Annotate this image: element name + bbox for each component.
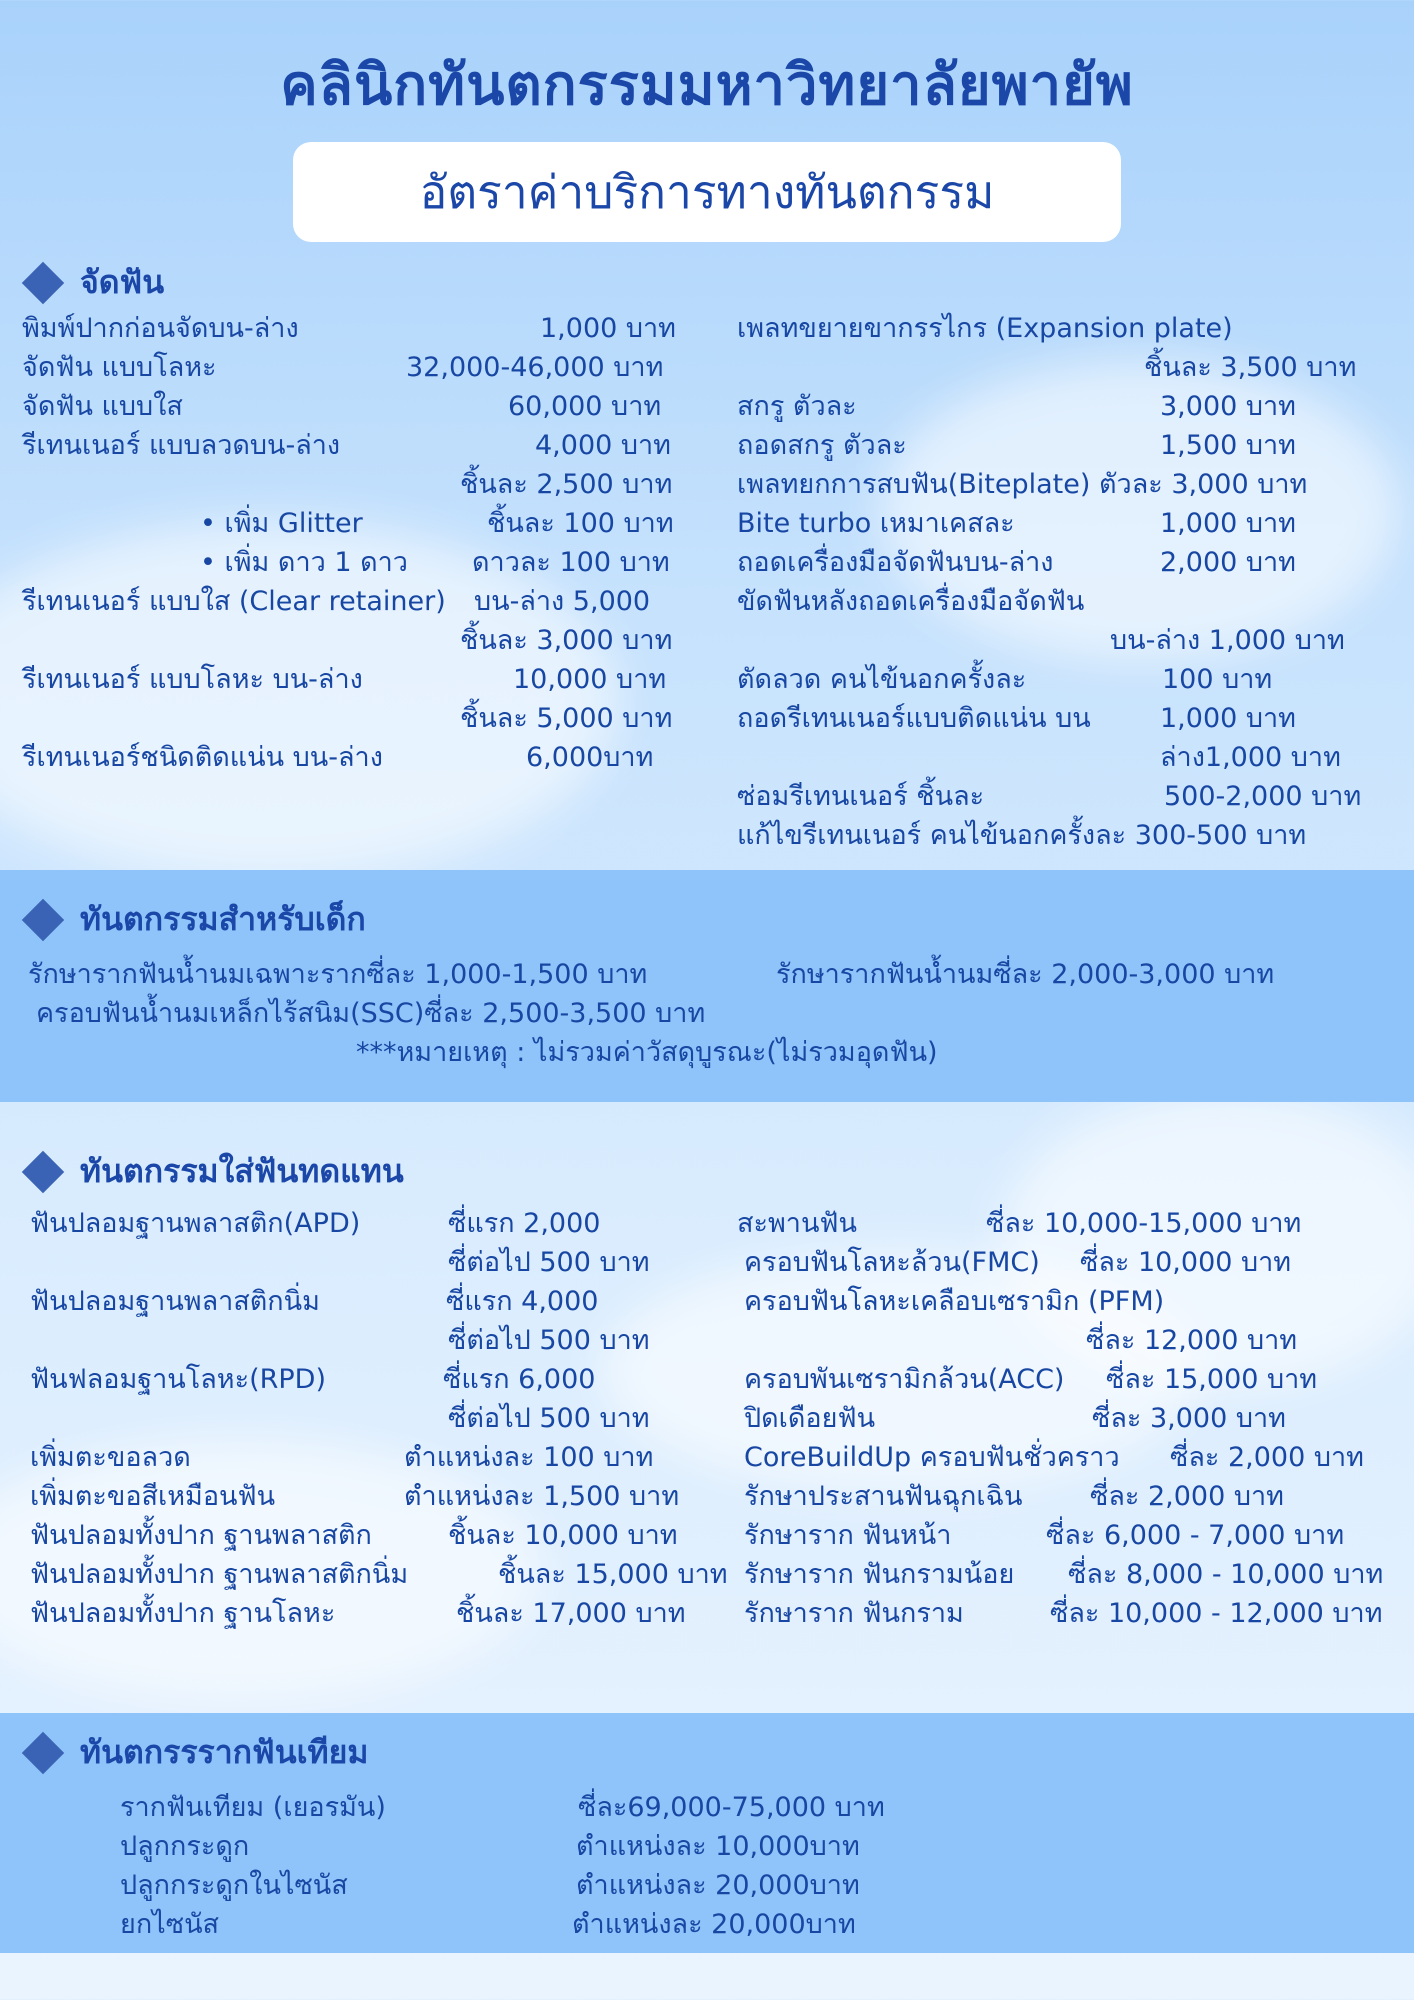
price-value: ตำแหน่งละ 1,500 บาท bbox=[404, 1481, 680, 1512]
pediatric-heading bbox=[22, 894, 366, 945]
price-value: ซี่ละ 10,000 - 12,000 บาท bbox=[1050, 1598, 1383, 1629]
price-value: บน-ล่าง 5,000 bbox=[474, 586, 651, 617]
price-label: รีเทนเนอร์ แบบใส (Clear retainer) bbox=[22, 586, 446, 617]
price-value: ชิ้นละ 17,000 บาท bbox=[456, 1598, 686, 1629]
pediatric-heading-text: ทันตกรรมสำหรับเด็ก bbox=[80, 900, 366, 938]
price-value: 2,000 บาท bbox=[1160, 547, 1296, 578]
price-value: 3,000 บาท bbox=[1160, 391, 1296, 422]
price-label: แก้ไขรีเทนเนอร์ คนไข้นอกครั้งละ 300-500 บาท bbox=[737, 820, 1307, 851]
diamond-bullet-icon bbox=[22, 261, 64, 303]
price-value: บน-ล่าง 1,000 บาท bbox=[1110, 625, 1345, 656]
price-value: ตำแหน่งละ 100 บาท bbox=[404, 1442, 654, 1473]
pediatric-item: รักษารากฟันน้ำนมเฉพาะรากซี่ละ 1,000-1,500 บาท bbox=[28, 959, 648, 990]
price-value: ซี่ต่อไป 500 บาท bbox=[448, 1325, 650, 1356]
price-value: ซี่ละ 3,000 บาท bbox=[1092, 1403, 1286, 1434]
price-label: พิมพ์ปากก่อนจัดบน-ล่าง bbox=[22, 313, 299, 344]
price-label: CoreBuildUp ครอบฟันชั่วคราว bbox=[744, 1442, 1120, 1473]
price-label: รีเทนเนอร์ชนิดติดแน่น บน-ล่าง bbox=[22, 742, 383, 773]
price-value: 500-2,000 บาท bbox=[1164, 781, 1362, 812]
price-label: รักษาประสานฟันฉุกเฉิน bbox=[744, 1481, 1023, 1512]
price-label: ถอดรีเทนเนอร์แบบติดแน่น บน bbox=[737, 703, 1091, 734]
price-value: 6,000บาท bbox=[526, 742, 654, 773]
price-label: เพลทยกการสบฟัน(Biteplate) ตัวละ 3,000 บาท bbox=[737, 469, 1308, 500]
price-label: รักษาราก ฟันกรามน้อย bbox=[744, 1559, 1015, 1590]
price-value: ชิ้นละ 2,500 บาท bbox=[460, 469, 673, 500]
pediatric-note: ***หมายเหตุ : ไม่รวมค่าวัสดุบูรณะ(ไม่รวมอุดฟัน) bbox=[356, 1037, 938, 1068]
price-label: รากฟันเทียม (เยอรมัน) bbox=[120, 1792, 386, 1823]
price-value: 4,000 บาท bbox=[535, 430, 671, 461]
price-value: ล่าง1,000 บาท bbox=[1160, 742, 1341, 773]
price-label: จัดฟัน แบบโลหะ bbox=[22, 352, 217, 383]
price-label: รักษาราก ฟันกราม bbox=[744, 1598, 964, 1629]
price-label: Bite turbo เหมาเคสละ bbox=[737, 508, 1015, 539]
orthodontics-heading bbox=[22, 257, 164, 308]
price-value: ชิ้นละ 3,500 บาท bbox=[1144, 352, 1357, 383]
prosthodontics-heading-text: ทันตกรรมใส่ฟันทดแทน bbox=[80, 1152, 404, 1190]
price-label: จัดฟัน แบบใส bbox=[22, 391, 183, 422]
price-label: รีเทนเนอร์ แบบโลหะ บน-ล่าง bbox=[22, 664, 363, 695]
price-value: ซี่แรก 2,000 bbox=[448, 1208, 601, 1239]
pediatric-item: ครอบฟันน้ำนมเหล็กไร้สนิม(SSC)ซี่ละ 2,500-3,500 บาท bbox=[36, 998, 706, 1029]
price-label: ปลูกกระดูกในไซนัส bbox=[120, 1870, 348, 1901]
pediatric-item: รักษารากฟันน้ำนมซี่ละ 2,000-3,000 บาท bbox=[776, 959, 1275, 990]
orthodontics-heading-text: จัดฟัน bbox=[80, 263, 165, 301]
price-label: ถอดสกรู ตัวละ bbox=[737, 430, 907, 461]
subtitle-box bbox=[293, 142, 1121, 242]
price-label: สะพานฟัน bbox=[737, 1208, 857, 1239]
price-value: ซี่แรก 4,000 bbox=[446, 1286, 599, 1317]
price-label: ตัดลวด คนไข้นอกครั้งละ bbox=[737, 664, 1027, 695]
price-value: ตำแหน่งละ 20,000บาท bbox=[576, 1870, 860, 1901]
price-value: ชิ้นละ 10,000 บาท bbox=[448, 1520, 678, 1551]
price-label: ถอดเครื่องมือจัดฟันบน-ล่าง bbox=[737, 547, 1054, 578]
price-label: ครอบฟันโลหะเคลือบเซรามิก (PFM) bbox=[744, 1286, 1165, 1317]
price-label: ซ่อมรีเทนเนอร์ ชิ้นละ bbox=[737, 781, 985, 812]
price-value: ดาวละ 100 บาท bbox=[472, 547, 670, 578]
price-value: ซี่ละ 8,000 - 10,000 บาท bbox=[1068, 1559, 1384, 1590]
price-value: ซี่ละ 12,000 บาท bbox=[1086, 1325, 1298, 1356]
price-value: ตำแหน่งละ 20,000บาท bbox=[572, 1909, 856, 1940]
price-label: ฟันปลอมทั้งปาก ฐานพลาสติก bbox=[30, 1520, 372, 1551]
page-subtitle: อัตราค่าบริการทางทันตกรรม bbox=[419, 164, 995, 219]
page-title: คลินิกทันตกรรมมหาวิทยาลัยพายัพ bbox=[280, 53, 1134, 118]
diamond-bullet-icon bbox=[22, 1150, 64, 1192]
diamond-bullet-icon bbox=[22, 898, 64, 940]
price-value: 32,000-46,000 บาท bbox=[406, 352, 664, 383]
price-label: • เพิ่ม Glitter bbox=[200, 508, 363, 539]
price-value: ซี่ละ 10,000 บาท bbox=[1080, 1247, 1292, 1278]
price-value: 60,000 บาท bbox=[508, 391, 662, 422]
price-value: ซี่ต่อไป 500 บาท bbox=[448, 1247, 650, 1278]
price-value: ซี่ละ 15,000 บาท bbox=[1106, 1364, 1318, 1395]
price-label: ฟันปลอมฐานพลาสติก(APD) bbox=[30, 1208, 361, 1239]
price-value: 1,000 บาท bbox=[540, 313, 676, 344]
price-value: ซี่แรก 6,000 bbox=[443, 1364, 596, 1395]
price-label: ขัดฟันหลังถอดเครื่องมือจัดฟัน bbox=[737, 586, 1085, 617]
price-value: 10,000 บาท bbox=[513, 664, 667, 695]
price-label: ครอบฟันโลหะล้วน(FMC) bbox=[744, 1247, 1040, 1278]
price-value: ซี่ละ 6,000 - 7,000 บาท bbox=[1046, 1520, 1345, 1551]
implant-heading bbox=[22, 1727, 368, 1778]
price-value: ชิ้นละ 15,000 บาท bbox=[498, 1559, 728, 1590]
price-value: 1,000 บาท bbox=[1160, 508, 1296, 539]
price-value: 1,000 บาท bbox=[1160, 703, 1296, 734]
price-label: ฟันปลอมทั้งปาก ฐานโลหะ bbox=[30, 1598, 336, 1629]
price-label: รักษาราก ฟันหน้า bbox=[744, 1520, 952, 1551]
price-label: รีเทนเนอร์ แบบลวดบน-ล่าง bbox=[22, 430, 341, 461]
price-value: ชิ้นละ 100 บาท bbox=[487, 508, 674, 539]
price-label: ปลูกกระดูก bbox=[120, 1831, 250, 1862]
price-value: ตำแหน่งละ 10,000บาท bbox=[576, 1831, 860, 1862]
price-value: ซี่ละ 10,000-15,000 บาท bbox=[986, 1208, 1302, 1239]
prosthodontics-heading bbox=[22, 1146, 404, 1197]
price-value: ซี่ละ 2,000 บาท bbox=[1090, 1481, 1284, 1512]
price-label: ปิดเดือยฟัน bbox=[744, 1403, 876, 1434]
price-label: เพลทขยายขากรรไกร (Expansion plate) bbox=[737, 313, 1233, 344]
price-label: สกรู ตัวละ bbox=[737, 391, 857, 422]
price-value: ซี่ต่อไป 500 บาท bbox=[448, 1403, 650, 1434]
price-value: 100 บาท bbox=[1162, 664, 1273, 695]
price-value: ซี่ละ 2,000 บาท bbox=[1170, 1442, 1364, 1473]
price-value: ชิ้นละ 3,000 บาท bbox=[460, 625, 673, 656]
price-label: เพิ่มตะขอลวด bbox=[30, 1442, 191, 1473]
price-label: ฟันปลอมทั้งปาก ฐานพลาสติกนิ่ม bbox=[30, 1559, 409, 1590]
diamond-bullet-icon bbox=[22, 1731, 64, 1773]
implant-heading-text: ทันตกรรรากฟันเทียม bbox=[80, 1733, 369, 1771]
price-value: 1,500 บาท bbox=[1160, 430, 1296, 461]
price-label: ฟันปลอมฐานพลาสติกนิ่ม bbox=[30, 1286, 320, 1317]
price-label: ยกไซนัส bbox=[120, 1909, 220, 1940]
price-label: • เพิ่ม ดาว 1 ดาว bbox=[200, 547, 408, 578]
price-label: ฟันฟลอมฐานโลหะ(RPD) bbox=[30, 1364, 327, 1395]
price-label: เพิ่มตะขอสีเหมือนฟัน bbox=[30, 1481, 276, 1512]
price-value: ซี่ละ69,000-75,000 บาท bbox=[578, 1792, 885, 1823]
price-label: ครอบพันเซรามิกล้วน(ACC) bbox=[744, 1364, 1065, 1395]
price-value: ชิ้นละ 5,000 บาท bbox=[460, 703, 673, 734]
